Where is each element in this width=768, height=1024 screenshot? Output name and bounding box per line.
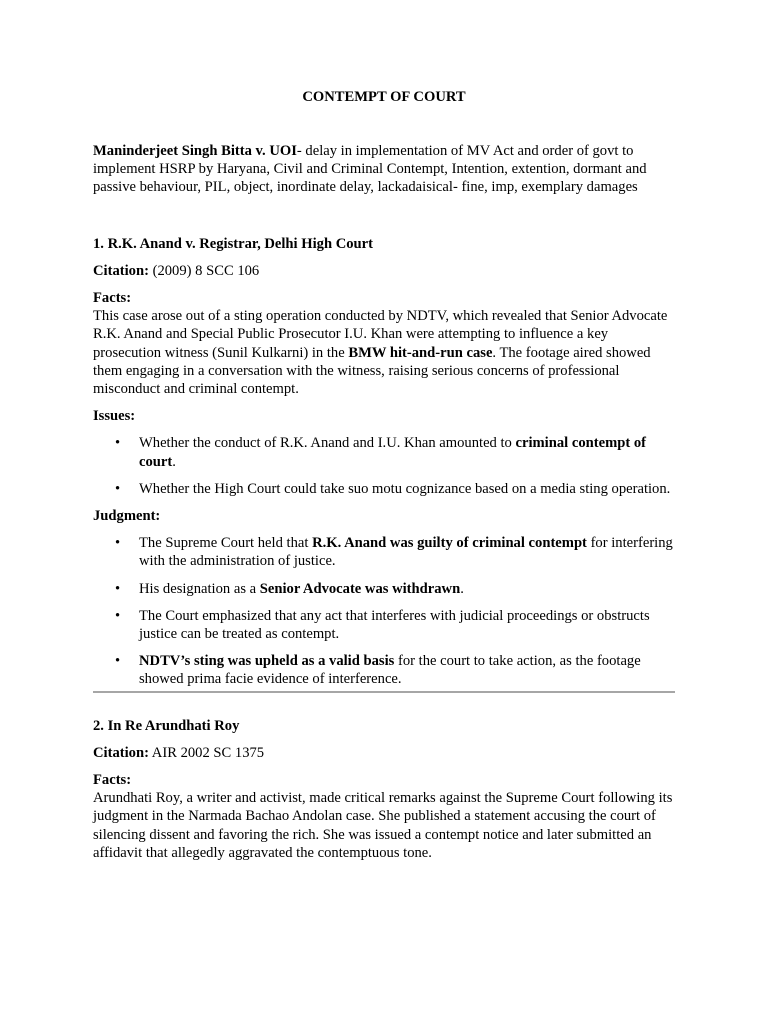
list-item [139,607,675,643]
case-2-citation-label: Citation: [93,744,149,761]
case-1-facts-bold: BMW hit-and-run case [348,344,493,361]
case-1-citation-value: (2009) 8 SCC 106 [148,262,260,279]
case-2-section [93,717,675,862]
case-1-heading [93,235,675,253]
case-1-heading-text: 1. R.K. Anand v. Registrar, Delhi High Court [93,235,374,252]
case-1-issues-label-text: Issues: [93,408,136,425]
list-item [139,434,675,470]
case-1-facts-label-text: Facts: [93,290,132,307]
case-1-judgment-label [93,507,675,525]
case-2-facts-text: Arundhati Roy, a writer and activist, made critical remarks against the Supreme Court following its judgment in the Narmada Bachao Andolan case. She published a statement accusing the court of silencing dissent and favoring the rich. She was issued a contempt notice and later submitted an affidavit that allegedly aggravated the contemptuous tone. [93,790,673,861]
judgment-4-bold: NDTV’s sting was upheld as a valid basis [139,653,395,670]
case-1-citation [93,262,675,280]
case-2-facts-label [93,771,675,789]
case-1-facts-label [93,289,675,307]
case-1-facts-text [93,307,675,398]
intro-case-name: Maninderjeet Singh Bitta v. UOI [93,143,297,159]
list-item [139,652,675,688]
case-2-citation [93,744,675,762]
case-1-citation-label: Citation: [93,262,149,279]
issue-1-bold: criminal contempt of court [139,435,647,470]
judgment-3-text: The Court emphasized that any act that interferes with judicial proceedings or obstructs justice can be treated as contempt. [139,607,650,643]
intro-paragraph [93,142,675,197]
judgment-1-part-b: for interfering with the administration of justice. [139,535,673,570]
judgment-2-part-b: . [460,580,464,597]
judgment-2-bold: Senior Advocate was withdrawn [259,580,461,597]
case-1-issues-list [93,434,675,498]
judgment-1-part-a: The Supreme Court held that [139,535,313,552]
case-2-heading [93,717,675,735]
case-2-heading-text: 2. In Re Arundhati Roy [93,717,240,734]
case-1-facts-part-b: . The footage aired showed them engaging in a conversation with the witness, raising serious concerns of professional misconduct and criminal contempt. [93,344,651,398]
section-divider [93,691,675,693]
list-item [139,580,675,598]
case-1-judgment-label-text: Judgment: [93,508,161,525]
judgment-1-bold: R.K. Anand was guilty of criminal contempt [312,535,587,552]
judgment-2-part-a: His designation as a [139,580,260,597]
issue-1-part-a: Whether the conduct of R.K. Anand and I.U. Khan amounted to [139,435,516,452]
case-2-citation-value: AIR 2002 SC 1375 [148,744,265,761]
list-item [139,480,675,498]
case-1-facts-part-a: This case arose out of a sting operation conducted by NDTV, which revealed that Senior Advocate R.K. Anand and Special Public Prosecutor I.U. Khan were attempting to influence a key prosecution witness (Sunil Kulkarni) in the [93,308,668,361]
issue-2-text: Whether the High Court could take suo motu cognizance based on a media sting operation. [139,480,671,497]
judgment-4-part-b: for the court to take action, as the footage showed prima facie evidence of interference. [139,653,641,688]
case-2-facts-label-text: Facts: [93,772,132,789]
case-1-judgment-list [93,534,675,688]
document-title: CONTEMPT OF COURT [302,89,466,105]
intro-text: - delay in implementation of MV Act and order of govt to implement HSRP by Haryana, Civil and Criminal Contempt, Intention, extention, dormant and passive behaviour, PIL, object, inordinate delay, lackadaisical- fine, imp, exemplary damages [93,143,647,196]
document-body [93,142,675,862]
issue-1-part-b: . [172,453,176,470]
case-1-section [93,235,675,689]
case-1-issues-label [93,407,675,425]
list-item [139,534,675,570]
